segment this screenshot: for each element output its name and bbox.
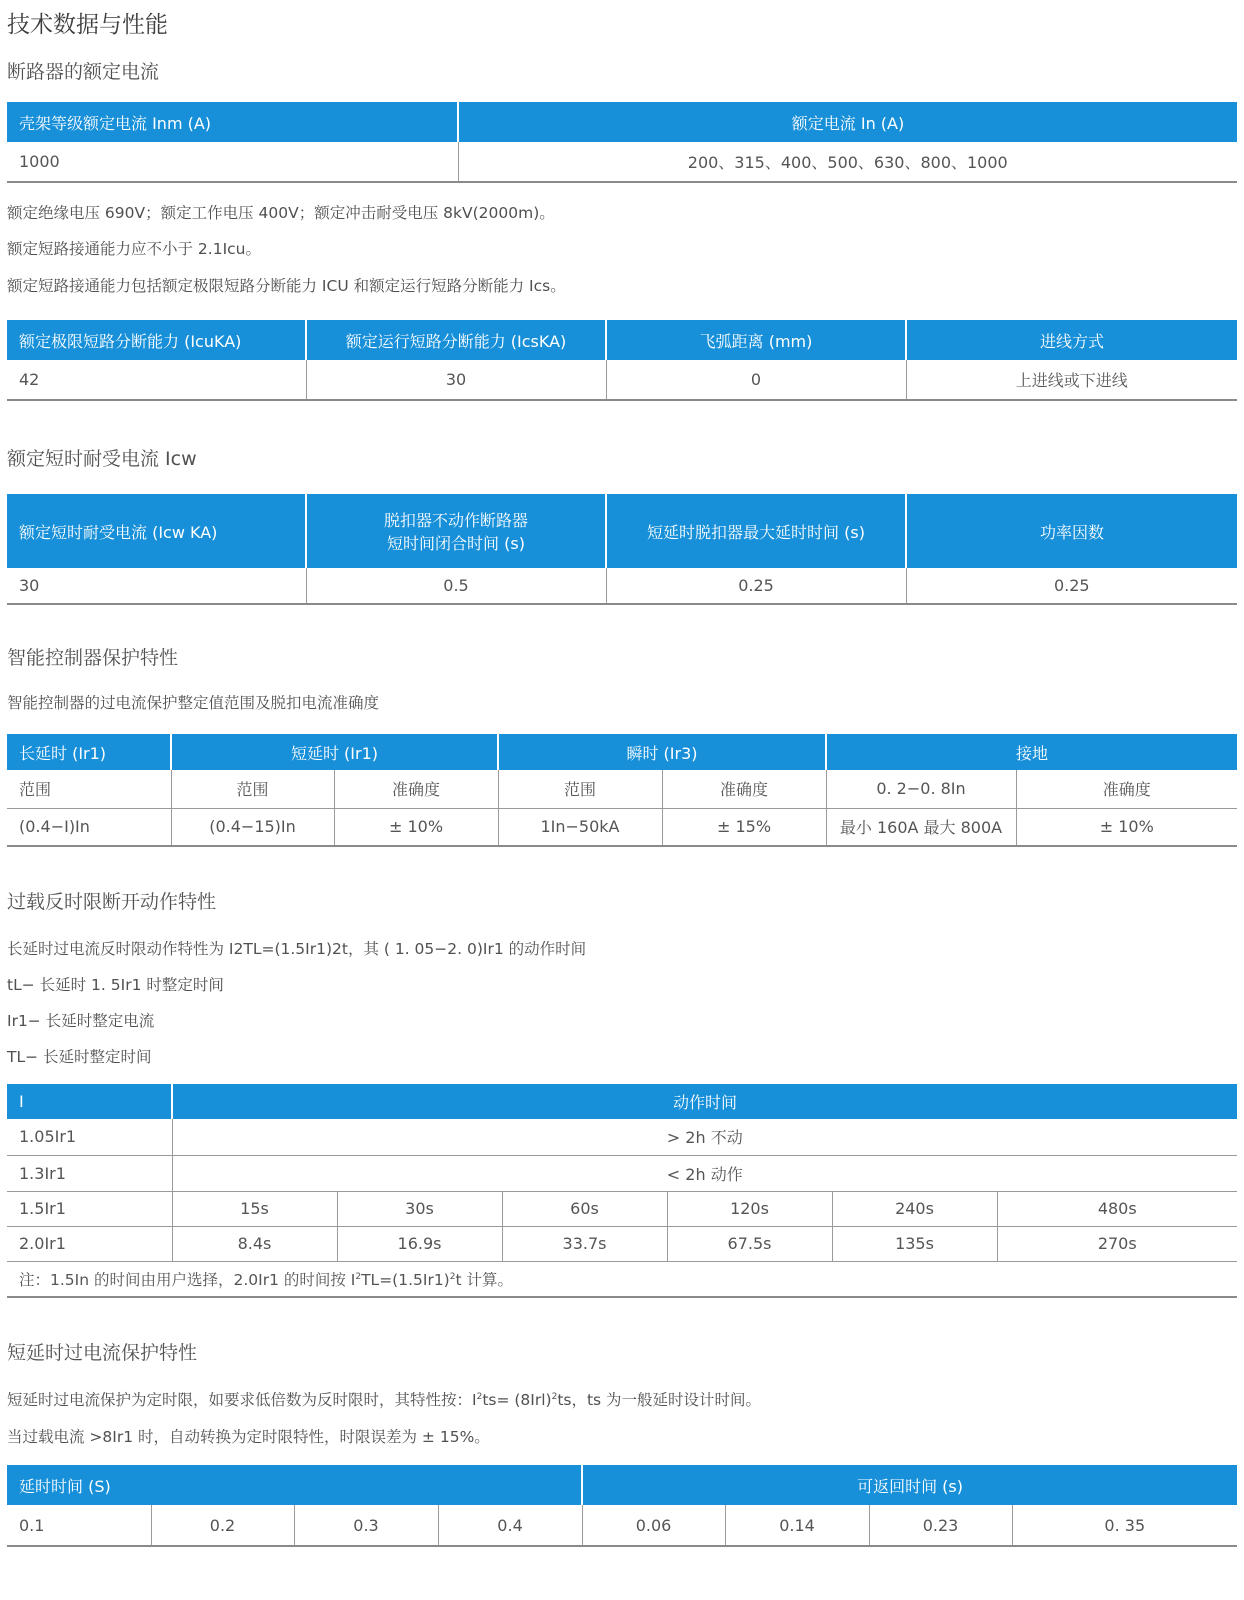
short-delay-table	[7, 1465, 1237, 1547]
para-overload-2: tL− 长延时 1. 5Ir1 时整定时间	[7, 976, 224, 994]
para-short-delay-1-sup1: 2	[476, 1391, 483, 1402]
para-short-delay-1-sup2: 2	[551, 1391, 558, 1402]
cell-20-v2: 16.9s	[337, 1226, 502, 1261]
note-text-b: TL=(1.5Ir1)	[361, 1270, 450, 1289]
cell-delay-4: 0.4	[438, 1505, 582, 1546]
cell-arc-distance: 0	[606, 360, 906, 400]
cell-return-1: 0.06	[582, 1505, 725, 1546]
cell-20-v4: 67.5s	[667, 1226, 832, 1261]
header-frame-current: 壳架等级额定电流 Inm (A)	[7, 102, 458, 142]
header-ground: 接地	[826, 734, 1237, 770]
header-ics: 额定运行短路分断能力 (IcsKA)	[306, 320, 606, 360]
para-short-delay-2: 当过载电流 >8Ir1 时，自动转换为定时限特性，时限误差为 ± 15%。	[7, 1428, 490, 1446]
cell-delay-1: 0.1	[7, 1505, 151, 1546]
cell-short-accuracy: ± 10%	[334, 808, 498, 846]
cell-15-v1: 15s	[172, 1191, 337, 1226]
para-making-capacity-detail: 额定短路接通能力包括额定极限短路分断能力 ICU 和额定运行短路分断能力 Ics。	[7, 277, 566, 295]
cell-ics: 30	[306, 360, 606, 400]
cell-rated-current: 200、315、400、500、630、800、1000	[458, 142, 1237, 182]
sub-accuracy-2: 准确度	[334, 770, 498, 808]
cell-icw: 30	[7, 568, 306, 604]
cell-20-label: 2.0Ir1	[7, 1226, 172, 1261]
cell-15-v6: 480s	[997, 1191, 1237, 1226]
cell-20-v5: 135s	[832, 1226, 997, 1261]
note-text-a: 注：1.5In 的时间由用户选择，2.0Ir1 的时间按 I	[19, 1270, 356, 1289]
sub-accuracy-3: 准确度	[662, 770, 826, 808]
overload-table	[7, 1084, 1237, 1298]
para-making-capacity: 额定短路接通能力应不小于 2.1Icu。	[7, 240, 261, 258]
cell-icu: 42	[7, 360, 306, 400]
para-short-delay-1	[7, 1388, 761, 1410]
header-wiring: 进线方式	[906, 320, 1237, 360]
note-sup-2: 2	[449, 1271, 456, 1282]
rated-current-table	[7, 102, 1237, 183]
cell-15-v4: 120s	[667, 1191, 832, 1226]
controller-table	[7, 734, 1237, 847]
cell-delay-3: 0.3	[294, 1505, 438, 1546]
cell-instant-accuracy: ± 15%	[662, 808, 826, 846]
header-max-delay: 短延时脱扣器最大延时时间 (s)	[606, 494, 906, 568]
para-short-delay-1-b: ts= (8Irl)	[482, 1391, 552, 1409]
header-icu: 额定极限短路分断能力 (IcuKA)	[7, 320, 306, 360]
cell-13-value: < 2h 动作	[172, 1155, 1237, 1191]
header-power-factor: 功率因数	[906, 494, 1237, 568]
note-text-c: t 计算。	[455, 1270, 513, 1289]
header-delay-time: 延时时间 (S)	[7, 1465, 582, 1505]
cell-20-v1: 8.4s	[172, 1226, 337, 1261]
cell-105-value: > 2h 不动	[172, 1119, 1237, 1155]
section-title-overload: 过载反时限断开动作特性	[7, 891, 217, 913]
header-long-delay: 长延时 (Ir1)	[7, 734, 171, 770]
para-short-delay-1-c: ts，ts 为一般延时设计时间。	[557, 1391, 762, 1409]
para-voltage: 额定绝缘电压 690V；额定工作电压 400V；额定冲击耐受电压 8kV(2000m)。	[7, 204, 555, 222]
header-arc-distance: 飞弧距离 (mm)	[606, 320, 906, 360]
sub-range-1: 范围	[7, 770, 171, 808]
header-return-time: 可返回时间 (s)	[582, 1465, 1237, 1505]
cell-15-label: 1.5Ir1	[7, 1191, 172, 1226]
cell-20-v3: 33.7s	[502, 1226, 667, 1261]
header-current-multiple: I	[7, 1084, 172, 1119]
section-title-short-delay: 短延时过电流保护特性	[7, 1342, 198, 1364]
para-overload-4: TL− 长延时整定时间	[7, 1048, 152, 1066]
cell-15-v3: 60s	[502, 1191, 667, 1226]
header-closing-time-line1: 脱扣器不动作断路器	[383, 511, 528, 530]
cell-20-v6: 270s	[997, 1226, 1237, 1261]
cell-return-2: 0.14	[725, 1505, 869, 1546]
cell-ground-accuracy: ± 10%	[1016, 808, 1237, 846]
sub-accuracy-4: 准确度	[1016, 770, 1237, 808]
header-rated-current: 额定电流 In (A)	[458, 102, 1237, 142]
section-title-rated-current: 断路器的额定电流	[7, 61, 160, 83]
para-short-delay-1-a: 短延时过电流保护为定时限，如要求低倍数为反时限时，其特性按：I	[7, 1391, 477, 1409]
cell-return-3: 0.23	[869, 1505, 1012, 1546]
cell-15-v2: 30s	[337, 1191, 502, 1226]
overload-note	[7, 1261, 1237, 1297]
cell-105-label: 1.05Ir1	[7, 1119, 172, 1155]
cell-frame-current: 1000	[7, 142, 458, 182]
cell-wiring: 上进线或下进线	[906, 360, 1237, 400]
cell-closing-time: 0.5	[306, 568, 606, 604]
sub-range-3: 范围	[498, 770, 662, 808]
sub-range-4: 0. 2−0. 8In	[826, 770, 1016, 808]
breaking-capacity-table	[7, 320, 1237, 401]
para-overload-3: Ir1− 长延时整定电流	[7, 1012, 155, 1030]
cell-max-delay: 0.25	[606, 568, 906, 604]
cell-return-4: 0. 35	[1012, 1505, 1237, 1546]
header-closing-time-line2: 短时间闭合时间 (s)	[387, 534, 525, 553]
cell-power-factor: 0.25	[906, 568, 1237, 604]
header-icw: 额定短时耐受电流 (Icw KA)	[7, 494, 306, 568]
cell-13-label: 1.3Ir1	[7, 1155, 172, 1191]
header-action-time: 动作时间	[172, 1084, 1237, 1119]
section-title-controller: 智能控制器保护特性	[7, 647, 179, 669]
section-title-icw: 额定短时耐受电流 Icw	[7, 448, 197, 470]
note-sup-1: 2	[355, 1271, 362, 1282]
cell-short-range: (0.4−15)In	[171, 808, 334, 846]
para-overload-1: 长延时过电流反时限动作特性为 I2TL=(1.5Ir1)2t，其 ( 1. 05−2. 0)Ir1 的动作时间	[7, 940, 587, 958]
page-title: 技术数据与性能	[7, 12, 168, 38]
header-closing-time	[306, 494, 606, 568]
cell-ground-range: 最小 160A 最大 800A	[826, 808, 1016, 846]
cell-15-v5: 240s	[832, 1191, 997, 1226]
para-controller: 智能控制器的过电流保护整定值范围及脱扣电流准确度	[7, 694, 380, 712]
icw-table	[7, 494, 1237, 605]
cell-instant-range: 1In−50kA	[498, 808, 662, 846]
cell-delay-2: 0.2	[151, 1505, 294, 1546]
cell-long-range: (0.4−I)In	[7, 808, 171, 846]
sub-range-2: 范围	[171, 770, 334, 808]
header-short-delay: 短延时 (Ir1)	[171, 734, 498, 770]
header-instant: 瞬时 (Ir3)	[498, 734, 826, 770]
